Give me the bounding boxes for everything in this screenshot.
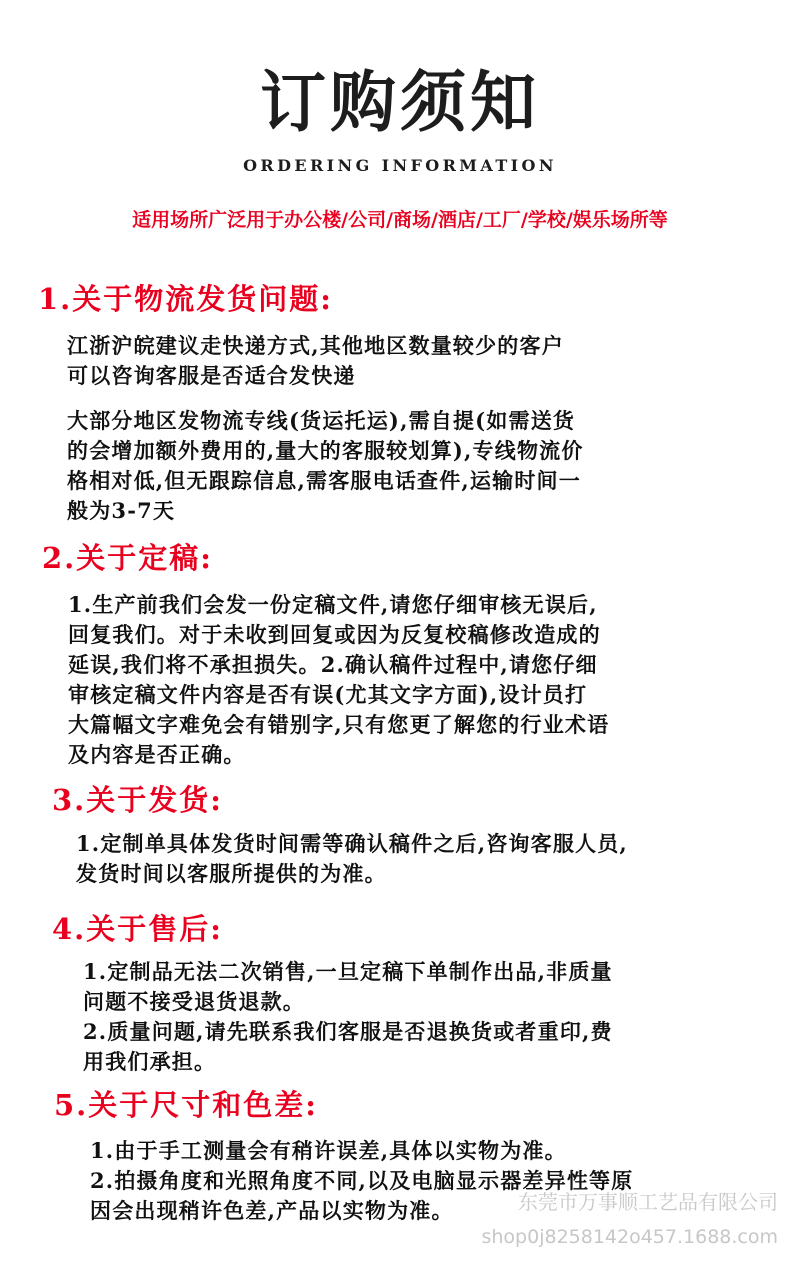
text-line: 因会出现稍许色差,产品以实物为准。	[90, 1198, 454, 1223]
text-line: 江浙沪皖建议走快递方式,其他地区数量较少的客户	[67, 333, 564, 358]
section-4-heading: 4.关于售后:	[52, 912, 223, 946]
page-title: 订购须知	[260, 63, 540, 141]
text-line: 延误,我们将不承担损失。2.确认稿件过程中,请您仔细	[68, 652, 598, 677]
text-line: 的会增加额外费用的,量大的客服较划算),专线物流价	[67, 438, 584, 463]
section-2-paragraph-1	[68, 590, 609, 770]
section-1-paragraph-1	[67, 331, 564, 391]
text-line: 般为3-7天	[67, 498, 176, 523]
section-5-heading: 5.关于尺寸和色差:	[54, 1088, 318, 1122]
text-line: 问题不接受退货退款。	[83, 989, 305, 1014]
section-3-heading: 3.关于发货:	[52, 783, 223, 817]
section-2-heading: 2.关于定稿:	[42, 541, 213, 575]
text-line: 格相对低,但无跟踪信息,需客服电话查件,运输时间一	[67, 468, 581, 493]
text-line: 用我们承担。	[83, 1049, 217, 1074]
section-1-heading: 1.关于物流发货问题:	[38, 282, 333, 316]
text-line: 及内容是否正确。	[68, 742, 246, 767]
section-1-paragraph-2	[67, 406, 584, 526]
watermark-company: 东莞市万事顺工艺品有限公司	[518, 1190, 778, 1214]
watermark-url: shop0j8258142o457.1688.com	[481, 1226, 778, 1248]
text-line: 大篇幅文字难免会有错别字,只有您更了解您的行业术语	[68, 712, 610, 737]
text-line: 2.质量问题,请先联系我们客服是否退换货或者重印,费	[83, 1019, 613, 1044]
text-line: 可以咨询客服是否适合发快递	[67, 363, 356, 388]
text-line: 审核定稿文件内容是否有误(尤其文字方面),设计员打	[68, 682, 588, 707]
section-4-paragraph-1	[83, 957, 613, 1077]
applicable-places-note: 适用场所广泛用于办公楼/公司/商场/酒店/工厂/学校/娱乐场所等	[132, 209, 668, 231]
text-line: 1.定制单具体发货时间需等确认稿件之后,咨询客服人员,	[76, 831, 628, 856]
text-line: 发货时间以客服所提供的为准。	[76, 861, 387, 886]
text-line: 2.拍摄角度和光照角度不同,以及电脑显示器差异性等原	[90, 1168, 634, 1193]
text-line: 回复我们。对于未收到回复或因为反复校稿修改造成的	[68, 622, 601, 647]
text-line: 1.由于手工测量会有稍许误差,具体以实物为准。	[90, 1138, 567, 1163]
text-line: 大部分地区发物流专线(货运托运),需自提(如需送货	[67, 408, 576, 433]
section-3-paragraph-1	[76, 829, 628, 889]
text-line: 1.定制品无法二次销售,一旦定稿下单制作出品,非质量	[83, 959, 613, 984]
page-subtitle: ORDERING INFORMATION	[243, 156, 557, 175]
text-line: 1.生产前我们会发一份定稿文件,请您仔细审核无误后,	[68, 592, 598, 617]
